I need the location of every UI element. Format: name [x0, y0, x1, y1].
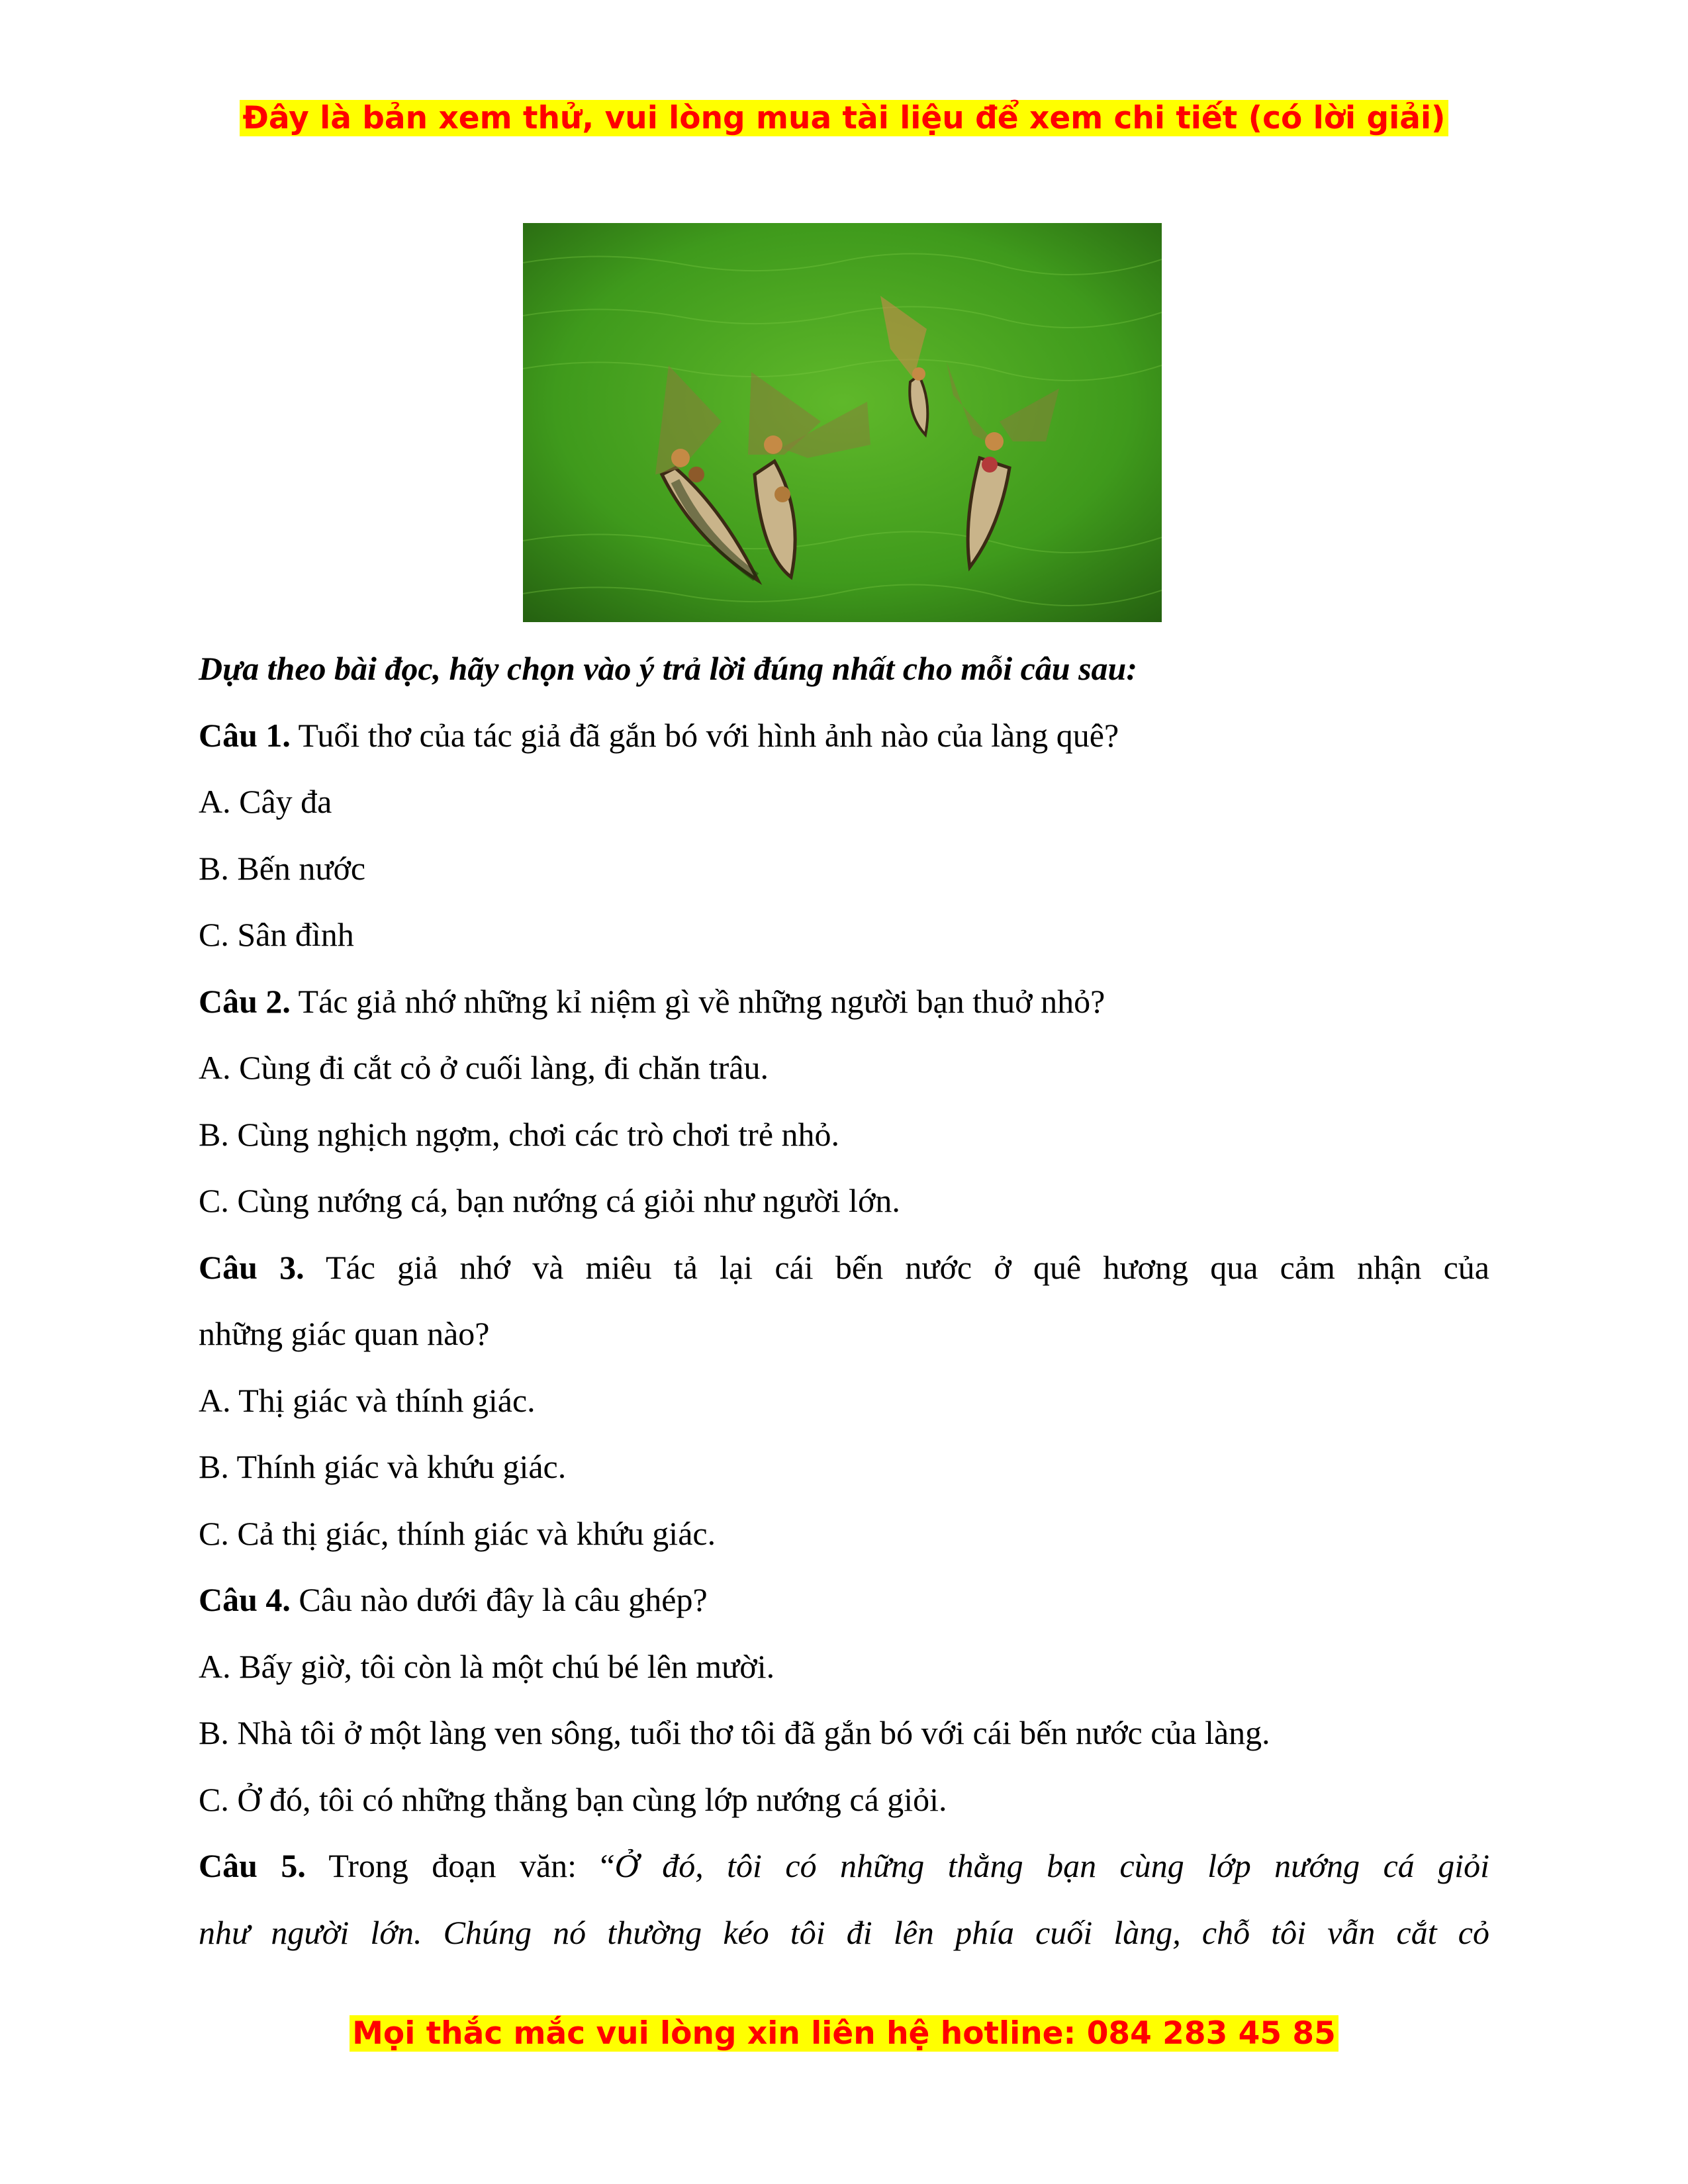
question-text: Tác giả nhớ những kỉ niệm gì về những người bạn thuở nhỏ? [298, 982, 1105, 1020]
question-label: Câu 5. [199, 1847, 306, 1884]
option-b[interactable]: B. Nhà tôi ở một làng ven sông, tuổi thơ tôi đã gắn bó với cái bến nước của làng. [199, 1714, 1270, 1751]
question-label: Câu 1. [199, 716, 291, 754]
question-text: Trong đoạn văn: “ [328, 1847, 615, 1884]
question-5 [199, 1833, 1489, 1899]
hotline-notice [0, 2013, 1688, 2054]
question-label: Câu 3. [199, 1248, 305, 1286]
option-a[interactable]: A. Cây đa [199, 783, 332, 820]
option-b[interactable]: B. Cùng nghịch ngợm, chơi các trò chơi trẻ nhỏ. [199, 1115, 840, 1153]
preview-notice-text: Đây là bản xem thử, vui lòng mua tài liệu để xem chi tiết (có lời giải) [240, 100, 1448, 136]
fishing-boats-photo [523, 223, 1162, 622]
question-1 [199, 702, 1489, 769]
option-b[interactable]: B. Bến nước [199, 849, 366, 887]
question-text: Câu nào dưới đây là câu ghép? [299, 1581, 708, 1618]
option-c[interactable]: C. Cả thị giác, thính giác và khứu giác. [199, 1514, 716, 1552]
hotline-notice-text: Mọi thắc mắc vui lòng xin liên hệ hotline: 084 283 45 85 [350, 2015, 1338, 2052]
quoted-passage: Ở đó, tôi có những thằng bạn cùng lớp nướng cá giỏi [614, 1847, 1489, 1884]
question-4 [199, 1567, 1489, 1633]
question-text: Tác giả nhớ và miêu tả lại cái bến nước ở quê hương qua cảm nhận của [326, 1248, 1489, 1286]
question-label: Câu 4. [199, 1581, 291, 1618]
option-a[interactable]: A. Bấy giờ, tôi còn là một chú bé lên mười. [199, 1647, 775, 1685]
instruction: Dựa theo bài đọc, hãy chọn vào ý trả lời đúng nhất cho mỗi câu sau: [199, 650, 1138, 687]
question-text: Tuổi thơ của tác giả đã gắn bó với hình ảnh nào của làng quê? [298, 716, 1119, 754]
question-2 [199, 968, 1489, 1035]
question-list [199, 635, 1489, 1966]
option-c[interactable]: C. Sân đình [199, 916, 354, 953]
preview-notice [0, 98, 1688, 139]
quoted-passage-continued: như người lớn. Chúng nó thường kéo tôi đi lên phía cuối làng, chỗ tôi vẫn cắt cỏ [199, 1913, 1489, 1951]
option-a[interactable]: A. Cùng đi cắt cỏ ở cuối làng, đi chăn trâu. [199, 1049, 769, 1086]
question-3 [199, 1234, 1489, 1301]
option-b[interactable]: B. Thính giác và khứu giác. [199, 1448, 567, 1485]
option-c[interactable]: C. Cùng nướng cá, bạn nướng cá giỏi như người lớn. [199, 1182, 900, 1219]
question-text-continued: những giác quan nào? [199, 1315, 490, 1352]
option-a[interactable]: A. Thị giác và thính giác. [199, 1381, 536, 1419]
option-c[interactable]: C. Ở đó, tôi có những thằng bạn cùng lớp nướng cá giỏi. [199, 1780, 947, 1818]
question-label: Câu 2. [199, 982, 291, 1020]
